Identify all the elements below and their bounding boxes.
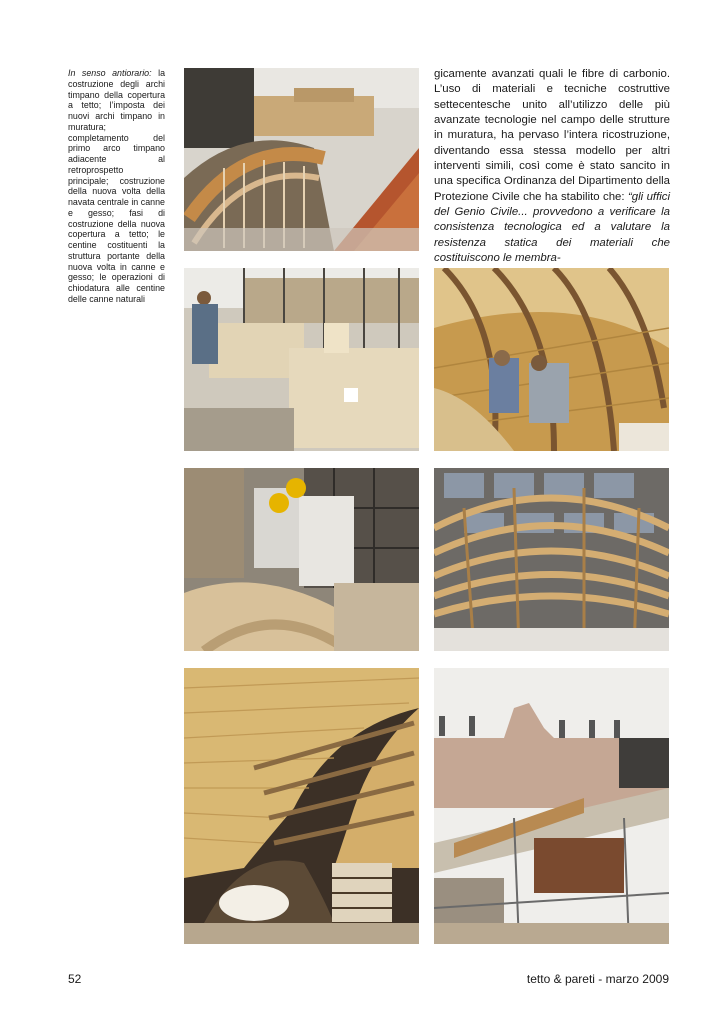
photo-reed-vault-graphic <box>184 668 419 944</box>
photo-workers-helmets-graphic <box>184 468 419 651</box>
photo-masonry-blocks-graphic <box>184 268 419 451</box>
photo-arch-formwork <box>184 68 419 251</box>
photo-workers-helmets <box>184 468 419 651</box>
photo-vault-plastering-graphic <box>434 268 669 451</box>
photo-caption <box>68 68 165 305</box>
caption-body: la costruzione degli archi timpano della copertura a tetto; l’imposta dei nuovi archi timpano in muratura; completamento del primo arco timpano adiacente al retroprospetto principale; costruzione della nuova volta della navata centrale in canne e gesso; fasi di costruzione della nuova copertura a tetto; le centine costituenti la struttura portante della nuova volta in canne e gesso; le operazioni di chiodatura alle centine delle canne naturali <box>68 68 165 304</box>
page-number: 52 <box>68 972 82 986</box>
photo-roof-construction <box>434 668 669 944</box>
photo-reed-vault <box>184 668 419 944</box>
article-text <box>434 67 670 266</box>
article-paragraph: gicamente avanzati quali le fibre di carbonio. L’uso di materiali e tecniche costruttive settecentesche unito all’utilizzo delle più avanzate tecnologie nel campo delle strutture in muratura, ha pervaso l’intera ricostruzione, diventando essa stessa modello per altri interventi simili, così come è stato sancito in una specifica Ordinanza del Dipartimento della Protezione Civile che ha stabilito che: <box>434 68 670 203</box>
photo-vault-plastering <box>434 268 669 451</box>
running-head: tetto & pareti - marzo 2009 <box>526 972 669 986</box>
photo-roof-construction-graphic <box>434 668 669 944</box>
photo-arch-formwork-graphic <box>184 68 419 251</box>
photo-timber-ribs-graphic <box>434 468 669 651</box>
photo-masonry-blocks <box>184 268 419 451</box>
article-quote: “gli uffici del Genio Civile... provvedono a verificare la consistenza tecnologica ed a valutare la resistenza statica dei materiali che costituiscono le membra- <box>434 190 670 265</box>
photo-timber-ribs <box>434 468 669 651</box>
caption-lead: In senso antiorario: <box>68 68 152 78</box>
